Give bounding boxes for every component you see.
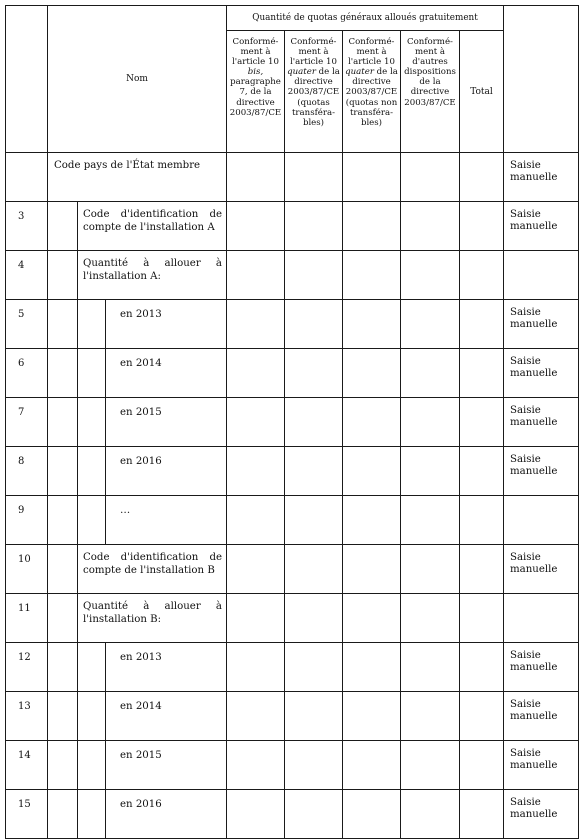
indent-cell [48, 594, 78, 643]
table-row [6, 251, 579, 300]
header-col3-line: directive [352, 77, 391, 88]
value-cell [401, 251, 460, 300]
header-col2-line: 2003/87/CE [287, 87, 340, 98]
row-number: 4 [6, 251, 48, 300]
row-name: en 2015 [106, 741, 227, 790]
indent-cell [78, 349, 106, 398]
value-cell [343, 153, 401, 202]
value-cell [343, 349, 401, 398]
header-col2-line: bles) [302, 117, 325, 128]
header-row-top [6, 6, 579, 31]
value-cell [401, 349, 460, 398]
header-num-cell [6, 6, 48, 153]
value-cell [285, 692, 343, 741]
indent-cell [78, 398, 106, 447]
row-name: Quantité à allouer à l'installation A: [78, 251, 227, 300]
header-col1-line: 7, de la [239, 87, 272, 98]
table-row [6, 790, 579, 839]
value-cell [285, 300, 343, 349]
value-cell [285, 741, 343, 790]
header-col1-line: paragraphe [230, 77, 281, 88]
header-col1-line: 2003/87/CE [229, 107, 282, 118]
table-row [6, 741, 579, 790]
header-col2-line: transféra- [291, 107, 336, 118]
value-cell [460, 741, 504, 790]
table-row [6, 496, 579, 545]
value-cell [460, 692, 504, 741]
header-col3-line: l'article 10 [348, 57, 395, 68]
value-cell [343, 447, 401, 496]
header-col1-line [227, 67, 284, 77]
indent-cell [48, 349, 78, 398]
header-col3-line: bles) [360, 117, 383, 128]
row-comment: Saisie manuelle [504, 153, 579, 202]
indent-cell [48, 692, 78, 741]
header-col3-line: quater de la [345, 67, 398, 78]
value-cell [401, 692, 460, 741]
header-col4-line: directive [410, 87, 450, 98]
value-cell [401, 202, 460, 251]
header-group: Quantité de quotas généraux alloués gratuitement [227, 6, 504, 31]
value-cell [285, 594, 343, 643]
value-cell [227, 447, 285, 496]
row-name: Code pays de l'État membre [48, 153, 227, 202]
row-name: en 2015 [106, 398, 227, 447]
value-cell [227, 790, 285, 839]
table-row [6, 202, 579, 251]
header-col4 [401, 31, 460, 153]
row-comment: Saisie manuelle [504, 741, 579, 790]
header-col1-line: Conformé- [232, 37, 279, 47]
value-cell [343, 594, 401, 643]
value-cell [285, 447, 343, 496]
value-cell [401, 496, 460, 545]
header-col3-line: (quotas non [345, 97, 398, 108]
header-col1 [227, 31, 285, 153]
value-cell [401, 300, 460, 349]
value-cell [460, 643, 504, 692]
row-comment: Saisie manuelle [504, 790, 579, 839]
table-row [6, 594, 579, 643]
row-name: en 2016 [106, 447, 227, 496]
header-col4-line: 2003/87/CE [404, 97, 456, 108]
value-cell [343, 398, 401, 447]
row-name: Code d'identification de compte de l'installation B [78, 545, 227, 594]
value-cell [285, 643, 343, 692]
value-cell [285, 202, 343, 251]
row-number: 15 [6, 790, 48, 839]
header-nom: Nom [48, 6, 227, 153]
header-col3-line: Conformé- [348, 37, 395, 47]
value-cell [227, 153, 285, 202]
value-cell [401, 741, 460, 790]
indent-cell [48, 496, 78, 545]
table-row [6, 300, 579, 349]
header-col3-line: 2003/87/CE [345, 87, 398, 98]
value-cell [460, 202, 504, 251]
table-row [6, 692, 579, 741]
row-comment [504, 496, 579, 545]
italic-term: bis, [247, 67, 264, 78]
header-col3 [343, 31, 401, 153]
value-cell [460, 251, 504, 300]
header-col4-line: dispositions [404, 67, 456, 78]
row-number: 11 [6, 594, 48, 643]
indent-cell [48, 251, 78, 300]
header-col3-line: ment à [356, 47, 387, 58]
value-cell [343, 545, 401, 594]
header-col2-line: Conformé- [290, 37, 337, 47]
value-cell [343, 692, 401, 741]
value-cell [343, 643, 401, 692]
row-comment: Saisie manuelle [504, 545, 579, 594]
row-name: en 2016 [106, 790, 227, 839]
value-cell [460, 496, 504, 545]
row-number: 8 [6, 447, 48, 496]
value-cell [285, 398, 343, 447]
value-cell [343, 496, 401, 545]
indent-cell [78, 692, 106, 741]
value-cell [343, 251, 401, 300]
row-name: en 2014 [106, 349, 227, 398]
row-name: Code d'identification de compte de l'installation A [78, 202, 227, 251]
value-cell [401, 790, 460, 839]
value-cell [401, 153, 460, 202]
header-col4-line: ment à [414, 47, 446, 58]
indent-cell [48, 643, 78, 692]
indent-cell [78, 447, 106, 496]
row-number: 7 [6, 398, 48, 447]
value-cell [343, 202, 401, 251]
row-number: 14 [6, 741, 48, 790]
row-name: Quantité à allouer à l'installation B: [78, 594, 227, 643]
header-total: Total [460, 31, 504, 153]
row-number: 12 [6, 643, 48, 692]
italic-term: quater [287, 67, 316, 78]
row-comment: Saisie manuelle [504, 300, 579, 349]
header-col2-line: (quotas [297, 97, 330, 108]
indent-cell [78, 496, 106, 545]
row-comment: Saisie manuelle [504, 643, 579, 692]
indent-cell [48, 545, 78, 594]
row-comment: Saisie manuelle [504, 398, 579, 447]
row-number [6, 153, 48, 202]
indent-cell [78, 300, 106, 349]
value-cell [227, 594, 285, 643]
row-name: … [106, 496, 227, 545]
value-cell [227, 349, 285, 398]
indent-cell [48, 447, 78, 496]
value-cell [460, 300, 504, 349]
value-cell [460, 790, 504, 839]
value-cell [343, 300, 401, 349]
value-cell [227, 251, 285, 300]
header-col2-line: ment à [298, 47, 329, 58]
indent-cell [78, 643, 106, 692]
value-cell [460, 594, 504, 643]
row-comment: Saisie manuelle [504, 202, 579, 251]
value-cell [343, 790, 401, 839]
value-cell [227, 496, 285, 545]
value-cell [227, 202, 285, 251]
row-comment [504, 251, 579, 300]
italic-term: quater [345, 67, 374, 78]
row-name: en 2013 [106, 300, 227, 349]
table-row [6, 447, 579, 496]
row-number: 9 [6, 496, 48, 545]
value-cell [401, 594, 460, 643]
header-col2 [285, 31, 343, 153]
table-row [6, 153, 579, 202]
row-name: en 2014 [106, 692, 227, 741]
row-comment: Saisie manuelle [504, 692, 579, 741]
value-cell [460, 398, 504, 447]
value-cell [227, 741, 285, 790]
value-cell [401, 643, 460, 692]
indent-cell [48, 202, 78, 251]
header-col1-line: ment à [240, 47, 271, 58]
header-col4-line: d'autres [412, 57, 448, 68]
value-cell [285, 545, 343, 594]
value-cell [227, 300, 285, 349]
header-col1-line: l'article 10 [232, 57, 279, 68]
value-cell [460, 545, 504, 594]
table-row [6, 349, 579, 398]
header-col2-line: quater de la [287, 67, 340, 78]
value-cell [401, 545, 460, 594]
row-comment: Saisie manuelle [504, 447, 579, 496]
value-cell [460, 349, 504, 398]
value-cell [460, 447, 504, 496]
table-row [6, 398, 579, 447]
indent-cell [78, 790, 106, 839]
value-cell [285, 790, 343, 839]
value-cell [227, 643, 285, 692]
value-cell [227, 398, 285, 447]
header-col1-line: directive [236, 97, 275, 108]
value-cell [227, 545, 285, 594]
row-number: 3 [6, 202, 48, 251]
allocation-table [5, 5, 579, 839]
row-name: en 2013 [106, 643, 227, 692]
header-col3-line: transféra- [349, 107, 394, 118]
value-cell [343, 741, 401, 790]
header-col2-line: l'article 10 [290, 57, 337, 68]
header-comment-cell [504, 6, 579, 153]
indent-cell [48, 741, 78, 790]
value-cell [285, 251, 343, 300]
row-number: 13 [6, 692, 48, 741]
table-row [6, 643, 579, 692]
row-comment: Saisie manuelle [504, 349, 579, 398]
row-number: 6 [6, 349, 48, 398]
value-cell [285, 496, 343, 545]
header-col4-line: Conformé- [407, 37, 453, 47]
value-cell [401, 398, 460, 447]
indent-cell [48, 790, 78, 839]
value-cell [285, 153, 343, 202]
header-col2-line: directive [294, 77, 333, 88]
value-cell [227, 692, 285, 741]
indent-cell [48, 300, 78, 349]
row-number: 10 [6, 545, 48, 594]
table-row [6, 545, 579, 594]
value-cell [401, 447, 460, 496]
value-cell [460, 153, 504, 202]
row-number: 5 [6, 300, 48, 349]
row-comment [504, 594, 579, 643]
indent-cell [48, 398, 78, 447]
indent-cell [78, 741, 106, 790]
header-col4-line: de la [419, 77, 441, 88]
value-cell [285, 349, 343, 398]
